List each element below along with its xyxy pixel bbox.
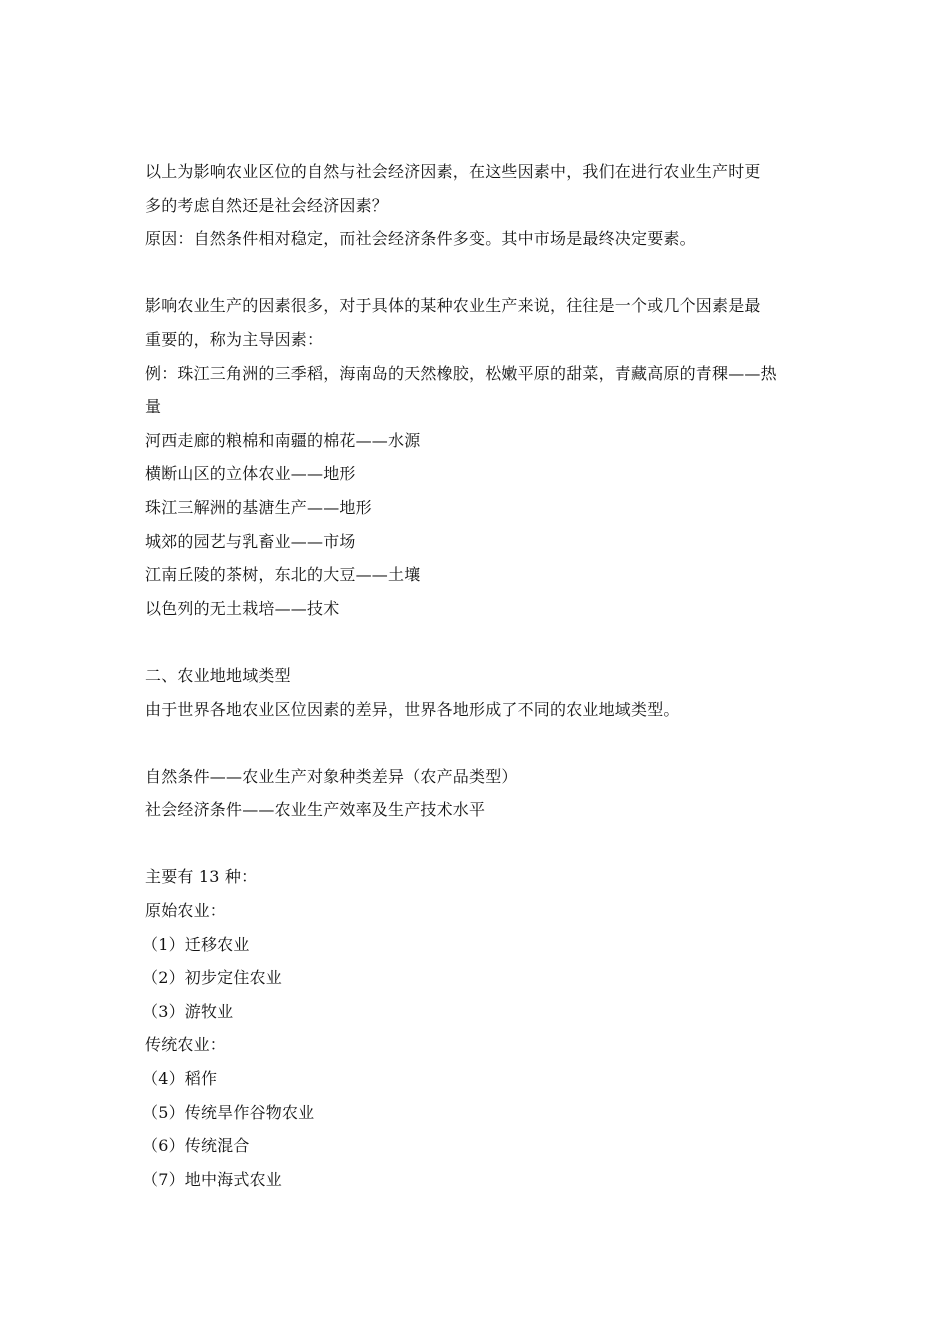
text-line: 以上为影响农业区位的自然与社会经济因素，在这些因素中，我们在进行农业生产时更 bbox=[145, 162, 761, 181]
category-label: 传统农业： bbox=[145, 1035, 227, 1055]
text-line: 量 bbox=[145, 397, 162, 417]
list-item: （1）迁移农业 bbox=[142, 934, 250, 954]
list-item: （4）稻作 bbox=[142, 1069, 218, 1089]
text-line: 城郊的园艺与乳畜业——市场 bbox=[145, 531, 356, 551]
text-line: 社会经济条件——农业生产效率及生产技术水平 bbox=[145, 800, 486, 820]
text-line: 自然条件——农业生产对象种类差异（农产品类型） bbox=[145, 766, 518, 786]
blank-line bbox=[145, 625, 815, 659]
list-item: （5）传统旱作谷物农业 bbox=[142, 1102, 315, 1122]
list-item: （2）初步定住农业 bbox=[142, 968, 282, 988]
document-page bbox=[142, 155, 815, 1196]
text-line: 主要有 13 种： bbox=[145, 867, 258, 887]
text-line: 河西走廊的粮棉和南疆的棉花——水源 bbox=[145, 430, 421, 450]
blank-line bbox=[145, 827, 815, 861]
blank-line bbox=[145, 256, 815, 290]
text-line: 原因：自然条件相对稳定，而社会经济条件多变。其中市场是最终决定要素。 bbox=[145, 229, 696, 249]
text-line: 由于世界各地农业区位因素的差异，世界各地形成了不同的农业地域类型。 bbox=[145, 699, 680, 719]
text-line: 重要的，称为主导因素： bbox=[145, 329, 324, 349]
category-label: 原始农业： bbox=[145, 901, 227, 921]
text-line: 珠江三解洲的基溏生产——地形 bbox=[145, 497, 372, 517]
text-line: 江南丘陵的茶树，东北的大豆——土壤 bbox=[145, 565, 421, 585]
list-item: （7）地中海式农业 bbox=[142, 1169, 282, 1189]
section-heading: 二、农业地地域类型 bbox=[145, 665, 291, 685]
text-line: 横断山区的立体农业——地形 bbox=[145, 464, 356, 484]
text-line: 以色列的无土栽培——技术 bbox=[145, 598, 340, 618]
blank-line bbox=[145, 726, 815, 760]
list-item: （3）游牧业 bbox=[142, 1001, 234, 1021]
text-line: 多的考虑自然还是社会经济因素？ bbox=[145, 195, 389, 215]
text-line: 影响农业生产的因素很多，对于具体的某种农业生产来说，往往是一个或几个因素是最 bbox=[145, 296, 761, 316]
text-line: 例：珠江三角洲的三季稻，海南岛的天然橡胶，松嫩平原的甜菜，青藏高原的青稞——热 bbox=[145, 363, 777, 383]
list-item: （6）传统混合 bbox=[142, 1136, 250, 1156]
